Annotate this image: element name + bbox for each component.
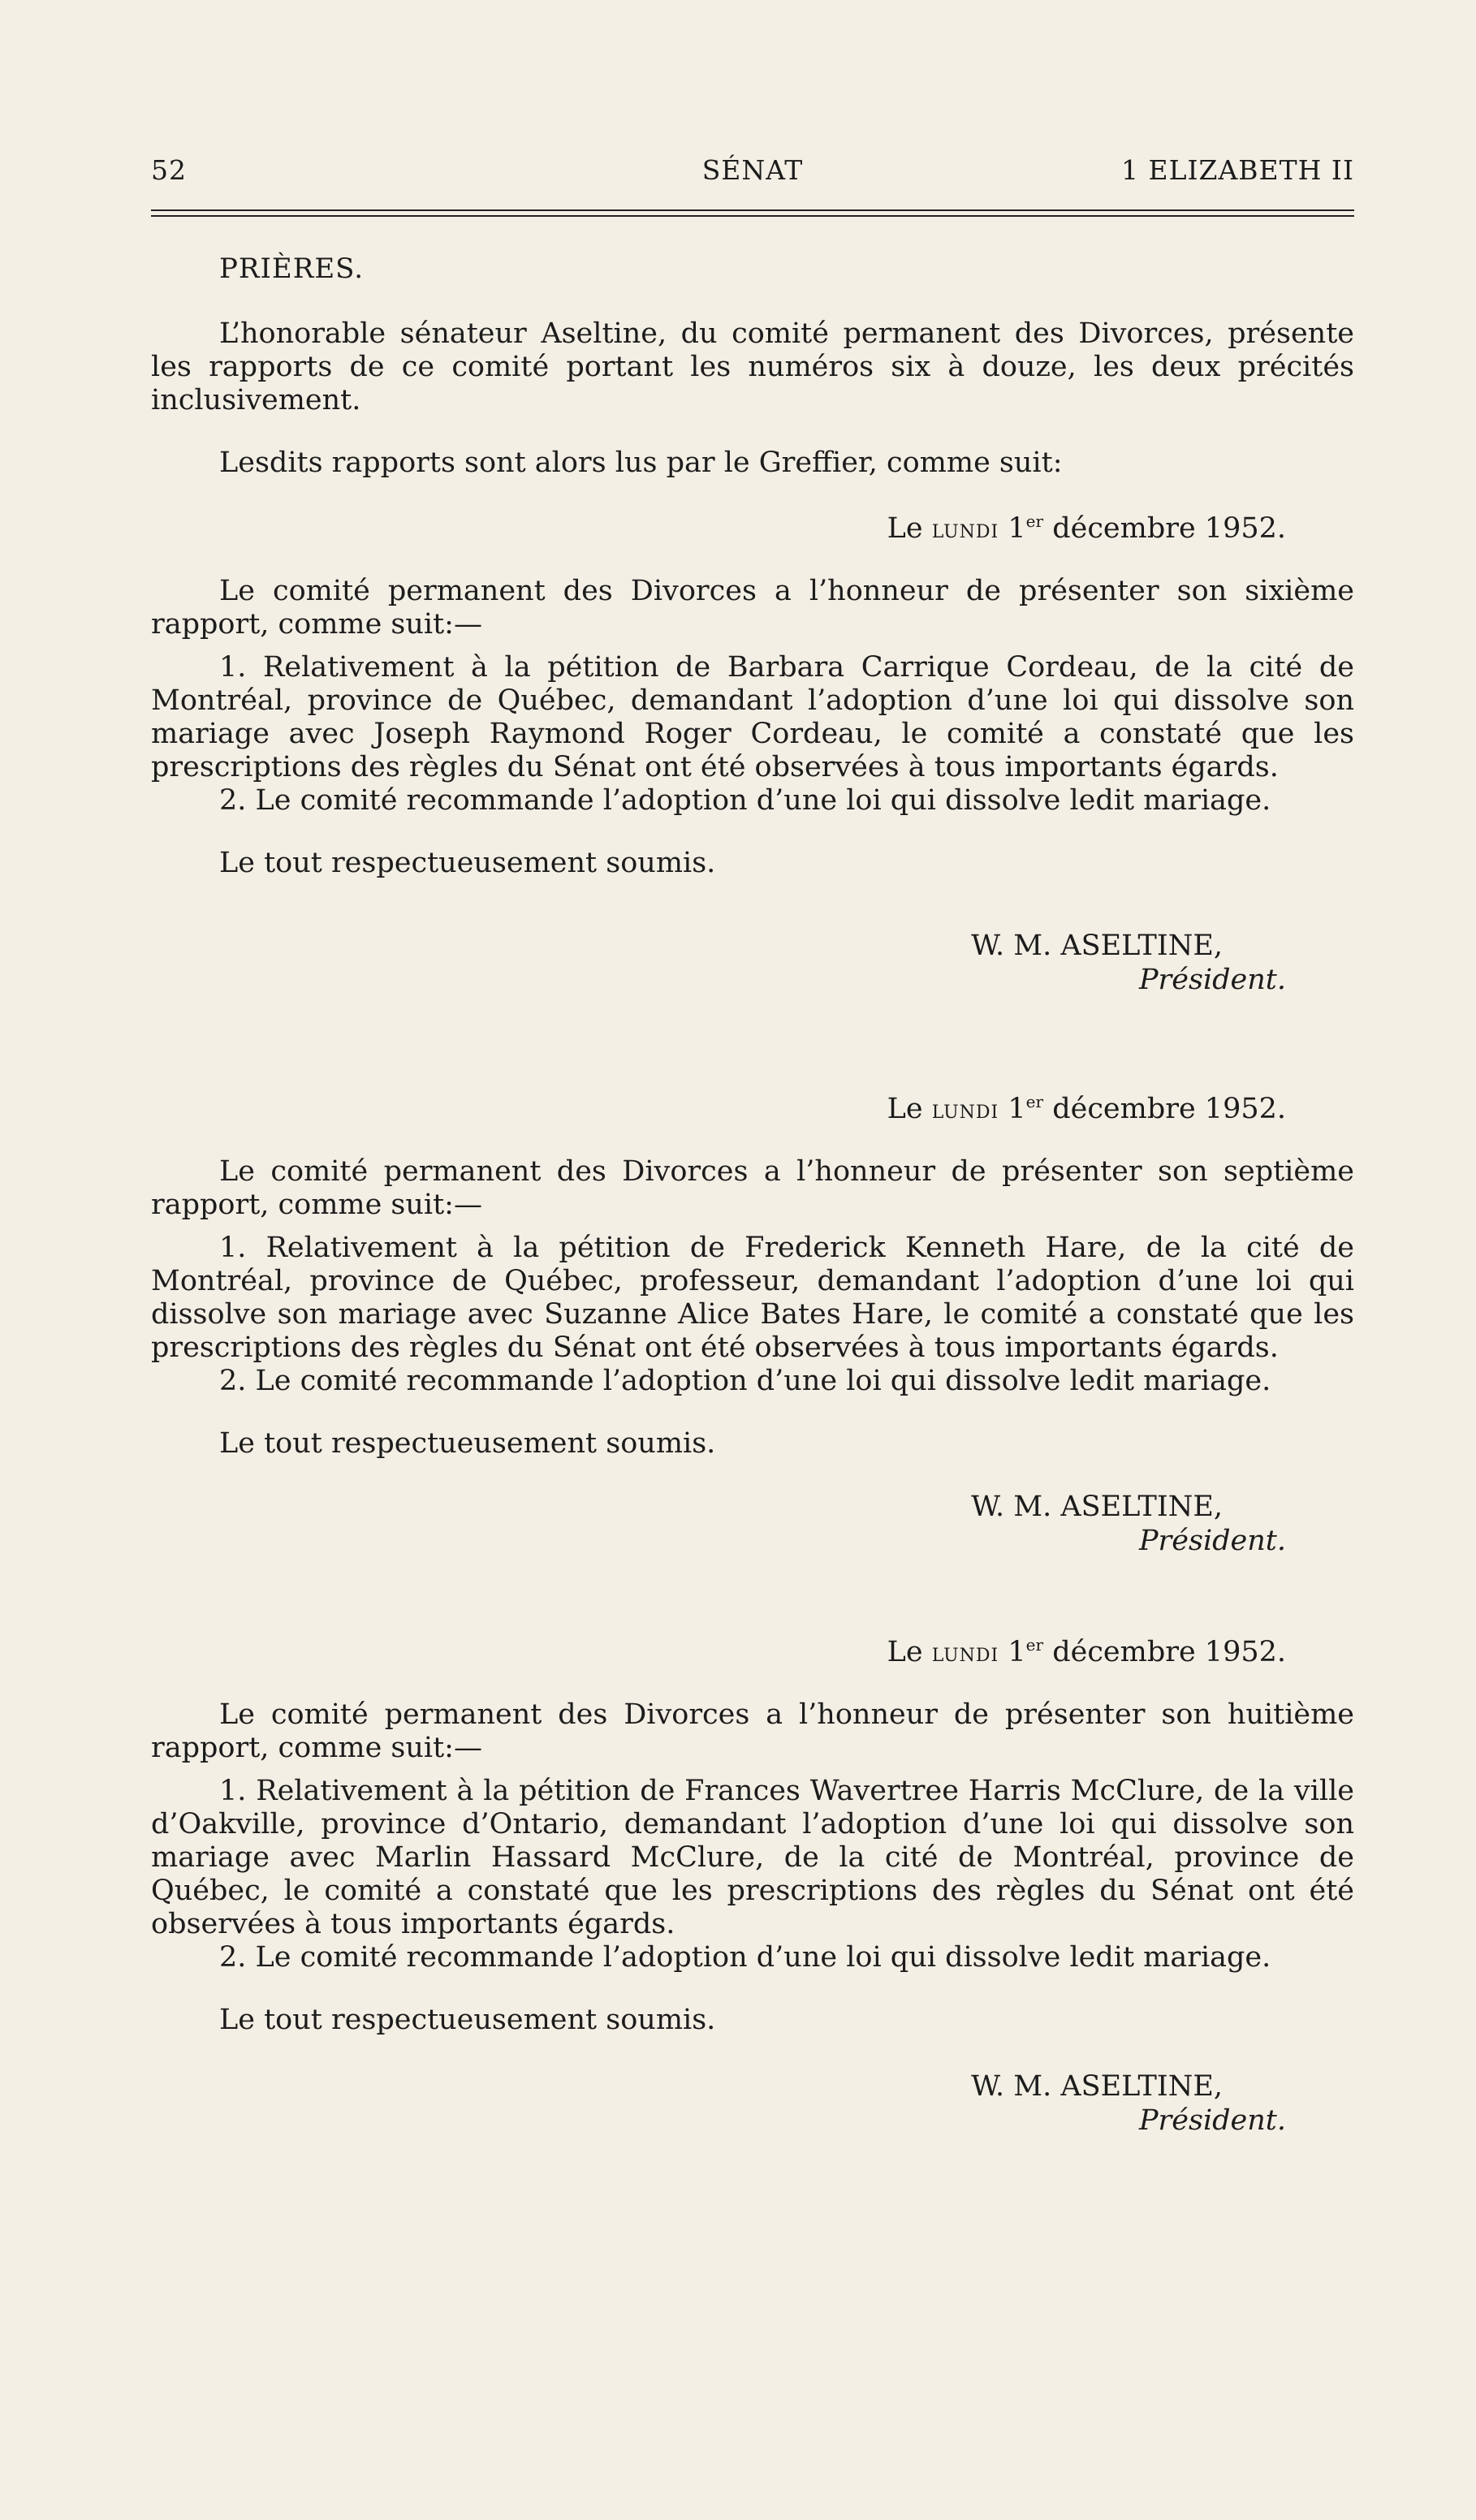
report-item-1: 1. Relativement à la pétition de Barbara Carrique Cordeau, de la cité de Montréal, province de Québec, demandant l’adoption d’une loi qui dissolve son mariage avec Joseph Raymond Roger Cordeau, le comité a constaté que les prescriptions des règles du Sénat ont été observées à tous importants égards. [151,651,1354,783]
signature-block [151,1490,1354,1558]
signature-title: Président. [1139,1525,1286,1557]
header-rule-top [151,209,1354,211]
signature-title: Président. [1139,2104,1286,2137]
report-eighth [151,1636,1354,2138]
running-header [151,154,1354,195]
signature-block [151,929,1354,997]
header-title: SÉNAT [701,154,804,186]
intro-paragraph-reading: Lesdits rapports sont alors lus par le Greffier, comme suit: [219,447,1063,479]
report-opening: Le comité permanent des Divorces a l’honneur de présenter son sixième rapport, comme suit:— [151,575,1354,641]
signature-name: W. M. ASELTINE, [971,1491,1223,1523]
report-item-2: 2. Le comité recommande l’adoption d’une loi qui dissolve ledit mariage. [219,1941,1271,1974]
report-sixth [151,512,1354,997]
report-seventh [151,1093,1354,1558]
report-item-1: 1. Relativement à la pétition de Frances Wavertree Harris McClure, de la ville d’Oakville, province d’Ontario, demandant l’adoption d’une loi qui dissolve son mariage avec Marlin Hassard McClure, de la cité de Montréal, province de Québec, le comité a constaté que les prescriptions des règles du Sénat ont été observées à tous importants égards. [151,1775,1354,1940]
header-rule-bottom [151,215,1354,217]
signature-name: W. M. ASELTINE, [971,2070,1223,2103]
report-date: Le lundi 1er décembre 1952. [887,1092,1286,1125]
report-date: Le lundi 1er décembre 1952. [887,511,1286,545]
report-item-2: 2. Le comité recommande l’adoption d’une loi qui dissolve ledit mariage. [219,1365,1271,1397]
report-item-1: 1. Relativement à la pétition de Frederick Kenneth Hare, de la cité de Montréal, province de Québec, professeur, demandant l’adoption d’une loi qui dissolve son mariage avec Suzanne Alice Bates Hare, le comité a constaté que les prescriptions des règles du Sénat ont été observées à tous importants égards. [151,1232,1354,1364]
report-date: Le lundi 1er décembre 1952. [887,1635,1286,1668]
report-opening: Le comité permanent des Divorces a l’honneur de présenter son huitième rapport, comme suit:— [151,1698,1354,1764]
header-reign: 1 ELIZABETH II [1121,154,1354,186]
page-number: 52 [151,154,187,186]
report-opening: Le comité permanent des Divorces a l’honneur de présenter son septième rapport, comme suit:— [151,1155,1354,1221]
document-page [0,154,1476,2520]
section-heading: PRIÈRES. [219,252,365,285]
signature-name: W. M. ASELTINE, [971,930,1223,962]
signature-block [151,2069,1354,2138]
signature-title: Président. [1139,964,1286,996]
intro-paragraph: L’honorable sénateur Aseltine, du comité permanent des Divorces, présente les rapports de ce comité portant les numéros six à douze, les deux précités inclusivement. [151,317,1354,416]
report-item-2: 2. Le comité recommande l’adoption d’une loi qui dissolve ledit mariage. [219,784,1271,817]
report-closing: Le tout respectueusement soumis. [219,847,716,879]
report-closing: Le tout respectueusement soumis. [219,2004,716,2036]
report-closing: Le tout respectueusement soumis. [219,1427,716,1460]
